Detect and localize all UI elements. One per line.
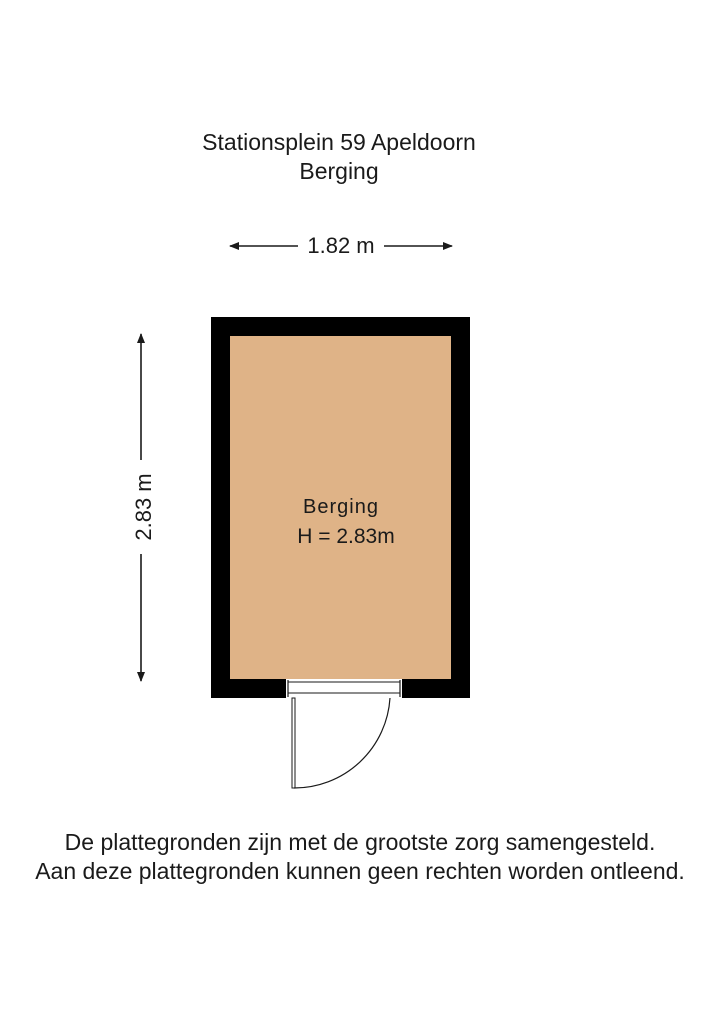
address-title: Stationsplein 59 Apeldoorn <box>202 129 476 155</box>
room-name-label: Berging <box>303 496 379 518</box>
floor-name: Berging <box>299 158 379 184</box>
room-ceiling-height-label: H = 2.83m <box>297 525 395 548</box>
disclaimer-line-1: De plattegronden zijn met de grootste zorg samengesteld. <box>64 829 656 855</box>
width-dimension-label: 1.82 m <box>300 233 382 259</box>
height-dimension-label: 2.83 m <box>131 469 157 544</box>
door-leaf <box>292 698 295 788</box>
disclaimer <box>0 828 720 886</box>
door-swing-arc <box>294 698 390 788</box>
disclaimer-line-2: Aan deze plattegronden kunnen geen rechten worden ontleend. <box>35 858 685 884</box>
